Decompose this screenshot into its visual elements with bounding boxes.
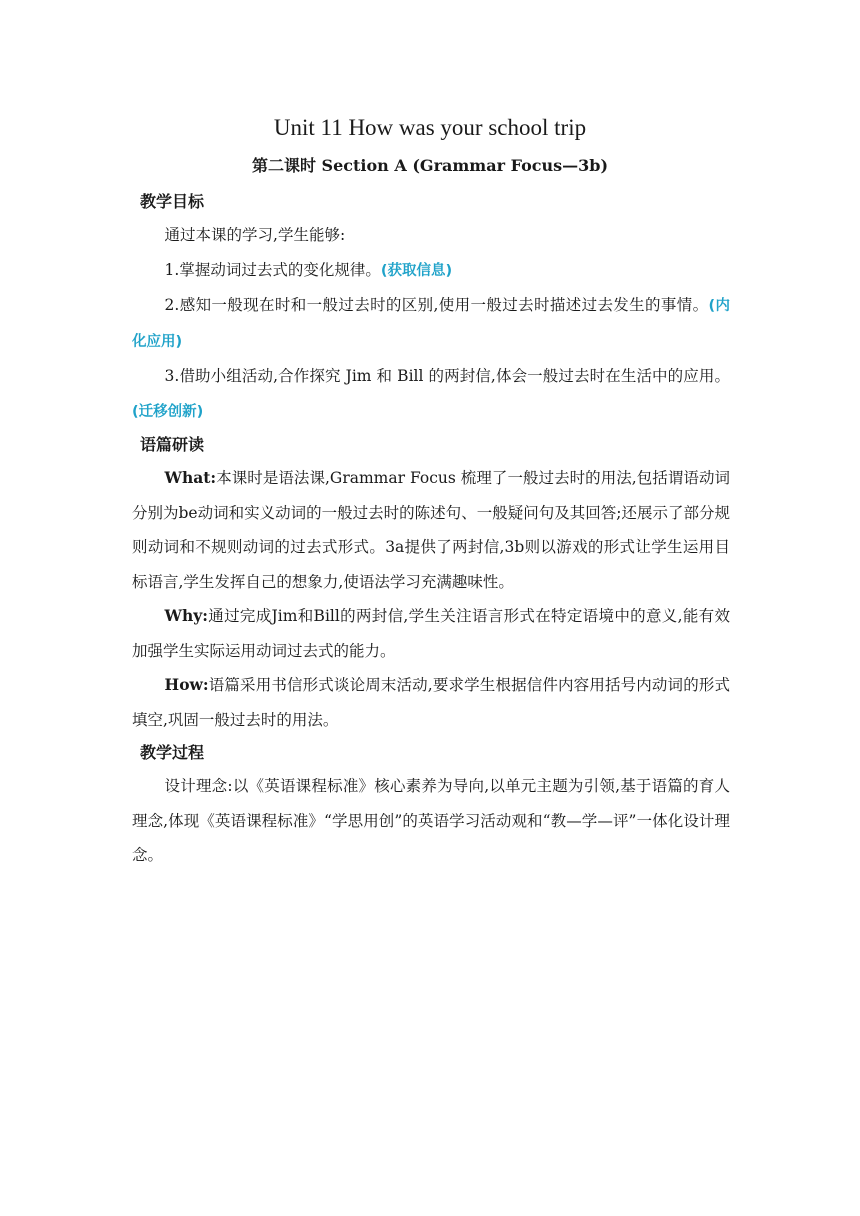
what-label: What: (164, 468, 217, 487)
how-label: How: (164, 675, 209, 694)
why-paragraph (132, 599, 730, 668)
document-title: Unit 11 How was your school trip (273, 115, 587, 140)
goal-item-text: 1.掌握动词过去式的变化规律。 (164, 260, 381, 279)
goal-item-1 (132, 253, 730, 289)
goals-intro: 通过本课的学习,学生能够: (164, 226, 346, 244)
how-text: 语篇采用书信形式谈论周末活动,要求学生根据信件内容用括号内动词的形式填空,巩固一般过去时的用法。 (132, 676, 730, 729)
section-heading-text-study: 语篇研读 (140, 435, 205, 454)
how-paragraph (132, 668, 730, 737)
section-heading-teaching-goals: 教学目标 (140, 192, 205, 211)
goal-item-text: 2.感知一般现在时和一般过去时的区别,使用一般过去时描述过去发生的事情。 (164, 296, 709, 314)
goal-item-3 (132, 359, 730, 429)
why-text: 通过完成Jim和Bill的两封信,学生关注语言形式在特定语境中的意义,能有效加强学生实际运用动词过去式的能力。 (132, 607, 730, 660)
goal-item-tag: (获取信息) (380, 262, 453, 279)
goal-item-tag: (内化应用) (132, 298, 730, 350)
what-paragraph (132, 461, 730, 599)
lesson-subtitle: 第二课时 Section A (Grammar Focus—3b) (251, 156, 609, 175)
goal-item-tag: (迁移创新) (132, 403, 204, 420)
design-concept-paragraph: 设计理念:以《英语课程标准》核心素养为导向,以单元主题为引领,基于语篇的育人理念,体现《英语课程标准》“学思用创”的英语学习活动观和“教—学—评”一体化设计理念。 (132, 777, 730, 864)
what-text: 本课时是语法课,Grammar Focus 梳理了一般过去时的用法,包括谓语动词分别为be动词和实义动词的一般过去时的陈述句、一般疑问句及其回答;还展示了部分规则动词和不规则动词的过去式形式。3a提供了两封信,3b则以游戏的形式让学生运用目标语言,学生发挥自己的想象力,使语法学习充满趣味性。 (132, 469, 730, 591)
why-label: Why: (164, 606, 208, 625)
document-body (132, 186, 730, 873)
goal-item-2 (132, 288, 730, 359)
goal-item-text: 3.借助小组活动,合作探究 Jim 和 Bill 的两封信,体会一般过去时在生活中的应用。 (164, 367, 730, 385)
section-heading-teaching-process: 教学过程 (140, 743, 205, 762)
